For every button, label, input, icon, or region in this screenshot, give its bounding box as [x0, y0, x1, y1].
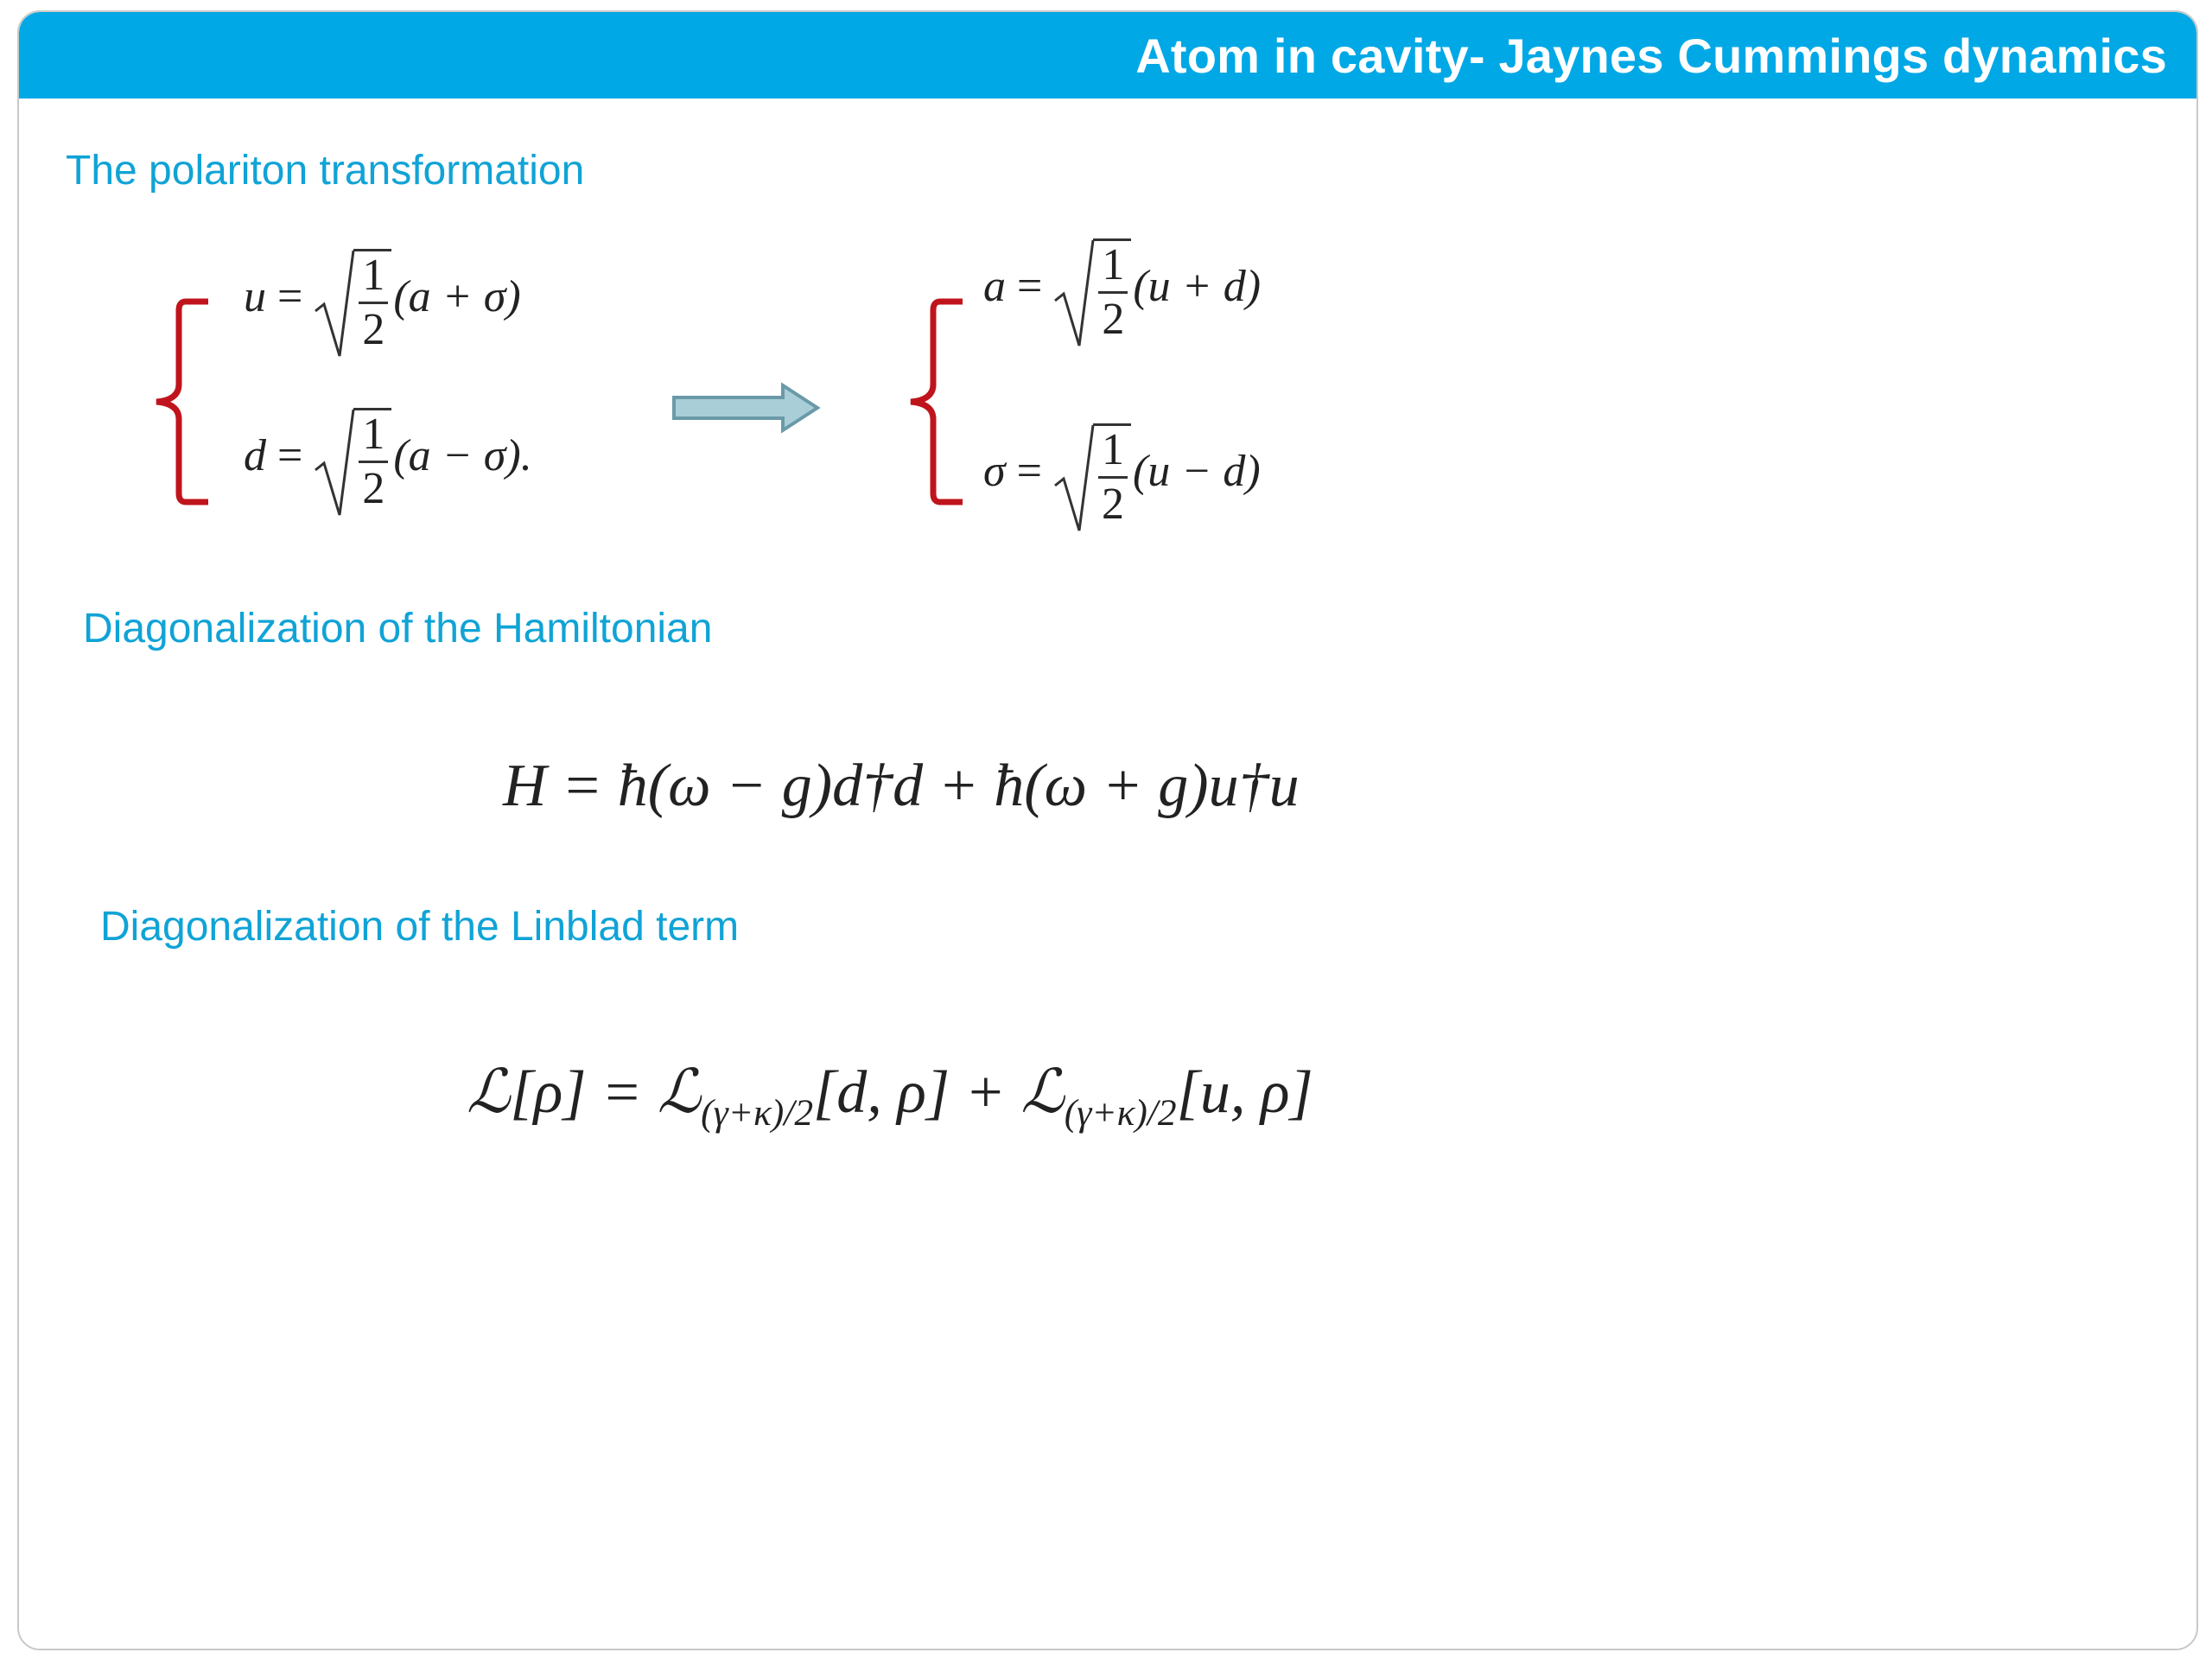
heading-lindblad: Diagonalization of the Linblad term [100, 904, 740, 950]
equation-u: u = $\frac{1}{2}$ (a + σ) [244, 251, 521, 354]
heading-polariton: The polariton transformation [66, 148, 585, 194]
title-bar [19, 12, 2196, 99]
equation-d: d = $\frac{1}{2}$ (a − σ). [244, 410, 532, 513]
equation-a: a = $\frac{1}{2}$ (u + d) [983, 240, 1262, 344]
equation-sigma: σ = $\frac{1}{2}$ (u − d) [983, 425, 1261, 529]
lindblad-equation: ℒ[ρ] = ℒ$_{(\gamma+\kappa)/2}$[d, ρ] + ℒ$_{(\gamma+\kappa)/2}$[u, ρ] [467, 1059, 1313, 1134]
left-brace [151, 298, 212, 505]
transform-arrow [671, 380, 823, 435]
slide-title: Atom in cavity- Jaynes Cummings dynamics [1135, 29, 2167, 83]
heading-hamiltonian: Diagonalization of the Hamiltonian [83, 606, 713, 652]
right-brace [906, 298, 966, 505]
hamiltonian-equation: H = ħ(ω − g)d†d + ħ(ω + g)u†u [503, 753, 1300, 819]
